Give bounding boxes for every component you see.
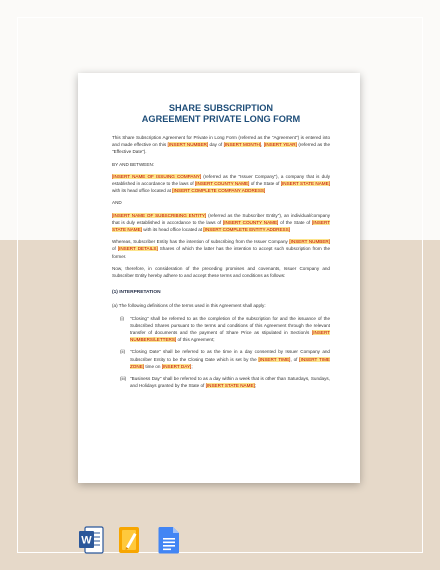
- text: This Share Subscription Agreement for Private in Long Form (referred as the "Agreement") is entered into and made effective on this: [112, 135, 330, 148]
- placeholder-highlight: [INSERT COMPLETE COMPANY ADDRESS]: [172, 188, 266, 194]
- placeholder-highlight: [INSERT COMPLETE ENTITY ADDRESS]: [203, 227, 290, 233]
- item-text: [130, 348, 330, 370]
- item-text: [130, 375, 330, 389]
- pages-icon[interactable]: [117, 525, 143, 555]
- placeholder-highlight: [INSERT NUMBERS/LETTERS]: [130, 330, 330, 343]
- placeholder-highlight: [INSERT TIME]: [258, 356, 291, 362]
- document-content: [112, 103, 330, 394]
- word-icon[interactable]: [78, 525, 104, 555]
- google-docs-icon[interactable]: [156, 525, 182, 555]
- placeholder-highlight: [INSERT NAME OF SUBSCRIBING ENTITY]: [112, 212, 207, 218]
- text: of: [112, 246, 116, 252]
- placeholder-highlight: [INSERT NAME OF ISSUING COMPANY]: [112, 173, 202, 179]
- placeholder-highlight: [INSERT COUNTY NAME]: [222, 219, 279, 225]
- intro-paragraph: [112, 134, 330, 156]
- text: "Closing Date" shall be referred to as the time in a day consented by Issuer Company and Subscriber Entity to be the Closing Date which is set by the: [130, 349, 330, 362]
- text: with its head office located at: [112, 188, 171, 194]
- text: ;: [191, 363, 193, 369]
- document-title: [112, 103, 330, 125]
- placeholder-highlight: [INSERT NUMBER]: [167, 142, 209, 148]
- placeholder-highlight: [INSERT COUNTY NAME]: [194, 181, 250, 187]
- placeholder-highlight: [INSERT DAY]: [161, 363, 192, 369]
- placeholder-highlight: [INSERT STATE NAME]: [280, 181, 330, 187]
- section-intro: (a) The following definitions of the terms used in this Agreement shall apply:: [112, 303, 266, 309]
- list-item: [112, 375, 330, 389]
- placeholder-highlight: [INSERT YEAR]: [263, 142, 297, 148]
- placeholder-highlight: [INSERT NUMBER]: [289, 239, 331, 245]
- text: time on: [145, 363, 161, 369]
- text: Whereas, Subscriber Entity has the intention of subscribing from the Issuer Company: [112, 239, 288, 245]
- by-and-between: BY AND BETWEEN:: [112, 161, 155, 167]
- text: with its head office located at: [143, 227, 203, 233]
- item-number: (iii): [120, 376, 127, 382]
- document-page: [78, 73, 360, 483]
- section-heading-interpretation: (1) INTERPRETATION: [112, 290, 161, 296]
- party1-paragraph: [112, 173, 330, 195]
- text: of the State of: [280, 219, 311, 225]
- text: "Closing" shall be referred to as the completion of the subscription for and the issuance of the Subscribed Shares pursuant to the terms and conditions of this Agreement through the relevant transfer of documents and the payment of Share Price as stipulated in Section/s: [130, 315, 330, 336]
- text: , of: [290, 356, 298, 362]
- title-line-2: AGREEMENT PRIVATE LONG FORM: [141, 114, 301, 124]
- and-label: AND: [112, 200, 122, 206]
- text: of this Agreement;: [177, 337, 215, 343]
- placeholder-highlight: [INSERT STATE NAME]: [112, 219, 331, 233]
- whereas-paragraph: [112, 238, 330, 260]
- party2-paragraph: [112, 212, 330, 234]
- list-item: [112, 315, 330, 344]
- text: (referred as the Subscriber Entity"), an individual/company that is duly established in accordance to the laws of: [112, 212, 330, 225]
- item-text: [130, 315, 330, 344]
- text: (referred as the "Effective Date").: [112, 142, 331, 155]
- list-item: [112, 348, 330, 370]
- placeholder-highlight: [INSERT MONTH]: [223, 142, 262, 148]
- title-line-1: SHARE SUBSCRIPTION: [168, 103, 274, 113]
- placeholder-highlight: [INSERT STATE NAME]: [205, 383, 255, 389]
- text: of the State of: [250, 181, 280, 187]
- file-format-icons: [78, 525, 182, 555]
- text: ;: [254, 383, 257, 389]
- text: day of: [209, 142, 223, 148]
- text: "Business Day" shall be referred to as a day within a week that is other than Saturdays, Sundays, and Holidays granted by the State of: [130, 376, 330, 389]
- text: Shares of which the latter has the intention to accept such subscription from the former.: [112, 246, 331, 259]
- item-number: (ii): [120, 349, 126, 355]
- word-icon-letter: W: [81, 534, 92, 547]
- placeholder-highlight: [INSERT DETAILS]: [117, 246, 158, 252]
- placeholder-highlight: [INSERT TIME ZONE]: [130, 356, 330, 369]
- now-therefore-paragraph: Now, therefore, in consideration of the preceding promises and covenants, Issuer Company and Subscriber Entity hereby adhere to and accept these terms and conditions as follows:: [112, 265, 330, 279]
- item-number: (i): [120, 315, 125, 321]
- text: ,: [261, 142, 263, 148]
- text: (referred as the "Issuer Company"), a company that is duly established in accordance to the laws of: [112, 173, 330, 187]
